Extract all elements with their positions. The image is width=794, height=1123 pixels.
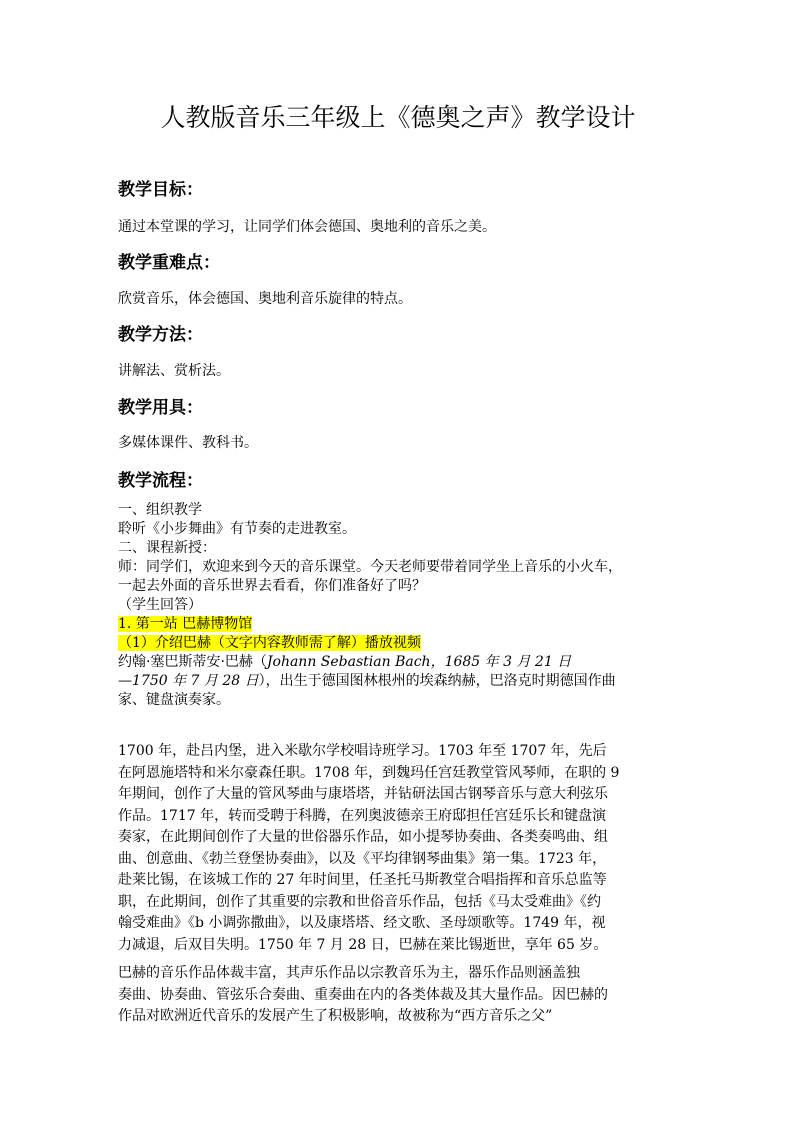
flow-line — [118, 653, 678, 672]
flow-block — [118, 501, 678, 710]
biography-paragraph — [118, 741, 678, 956]
paragraph-line: 职，在此期间，创作了其重要的宗教和世俗音乐作品，包括《马太受难曲》《约 — [118, 893, 601, 910]
heading-methods: 教学方法： — [118, 325, 203, 345]
paragraph-line: 翰受难曲》《b 小调弥撒曲》，以及康塔塔、经文歌、圣母颂歌等。1749 年，视 — [118, 915, 606, 931]
highlighted-text: （1）介绍巴赫（文字内容教师需了解）播放视频 — [118, 635, 421, 651]
page-title: 人教版音乐三年级上《德奥之声》教学设计 — [160, 103, 636, 132]
paragraph-line: 曲、创意曲、《勃兰登堡协奏曲》，以及《平均律钢琴曲集》第一集。1723 年， — [118, 850, 607, 867]
heading-flow: 教学流程： — [118, 471, 203, 491]
paragraph-line: 在阿恩施塔特和米尔豪森任职。1708 年，到魏玛任宫廷教堂管风琴师，在职的 9 — [118, 764, 620, 781]
flow-line: 家、键盘演奏家。 — [118, 692, 230, 708]
bach-name: 约翰·塞巴斯蒂安·巴赫（ — [118, 654, 267, 670]
bach-latin-name: Johann Sebastian Bach，1685 年 3 月 21 日 — [266, 654, 572, 670]
heading-key-points: 教学重难点： — [118, 253, 220, 273]
bach-death-date: —1750 年 7 月 28 日 — [118, 673, 259, 689]
works-paragraph — [118, 963, 678, 1028]
flow-line: （学生回答） — [118, 597, 202, 613]
flow-line: 一起去外面的音乐世界去看看，你们准备好了吗？ — [118, 578, 426, 594]
bach-birthplace: ），出生于德国图林根州的埃森纳赫，巴洛克时期德国作曲 — [258, 673, 616, 689]
heading-goals: 教学目标： — [118, 180, 203, 200]
heading-tools: 教学用具： — [118, 398, 203, 418]
paragraph-line: 赴莱比锡，在该城工作的 27 年时间里，任圣托马斯教堂合唱指挥和音乐总监等 — [118, 872, 607, 888]
text-tools: 多媒体课件、教科书。 — [118, 435, 258, 451]
text-goals: 通过本堂课的学习，让同学们体会德国、奥地利的音乐之美。 — [118, 219, 496, 235]
paragraph-line: 作品。1717 年，转而受聘于科腾，在列奥波德亲王府邸担任宫廷乐长和键盘演 — [118, 807, 607, 824]
paragraph-line: 巴赫的音乐作品体裁丰富，其声乐作品以宗教音乐为主，器乐作品则涵盖独 — [118, 965, 580, 981]
flow-line: 二、课程新授： — [118, 540, 216, 556]
paragraph-line: 力减退，后双目失明。1750 年 7 月 28 日，巴赫在莱比锡逝世，享年 65 岁。 — [118, 936, 608, 953]
flow-line-highlighted — [118, 634, 678, 653]
text-key-points: 欣赏音乐，体会德国、奥地利音乐旋律的特点。 — [118, 291, 412, 307]
highlighted-text: 1. 第一站 巴赫博物馆 — [118, 616, 253, 632]
paragraph-line: 作品对欧洲近代音乐的发展产生了积极影响，故被称为“西方音乐之父” — [118, 1008, 553, 1024]
flow-line: 聆听《小步舞曲》有节奏的走进教室。 — [118, 521, 356, 537]
flow-line: 师：同学们，欢迎来到今天的音乐课堂。今天老师要带着同学坐上音乐的小火车， — [118, 559, 622, 575]
text-methods: 讲解法、赏析法。 — [118, 363, 230, 379]
flow-line — [118, 672, 678, 691]
flow-line: 一、组织教学 — [118, 502, 202, 518]
paragraph-line: 年期间，创作了大量的管风琴曲与康塔塔，并钻研法国古钢琴音乐与意大利弦乐 — [118, 786, 608, 802]
flow-line-highlighted — [118, 615, 678, 634]
paragraph-line: 奏曲、协奏曲、管弦乐合奏曲、重奏曲在内的各类体裁及其大量作品。因巴赫的 — [118, 986, 608, 1003]
paragraph-line: 奏家，在此期间创作了大量的世俗器乐作品，如小提琴协奏曲、各类奏鸣曲、组 — [118, 829, 608, 845]
paragraph-line: 1700 年，赴吕内堡，进入米歇尔学校唱诗班学习。1703 年至 1707 年，先后 — [118, 743, 607, 759]
